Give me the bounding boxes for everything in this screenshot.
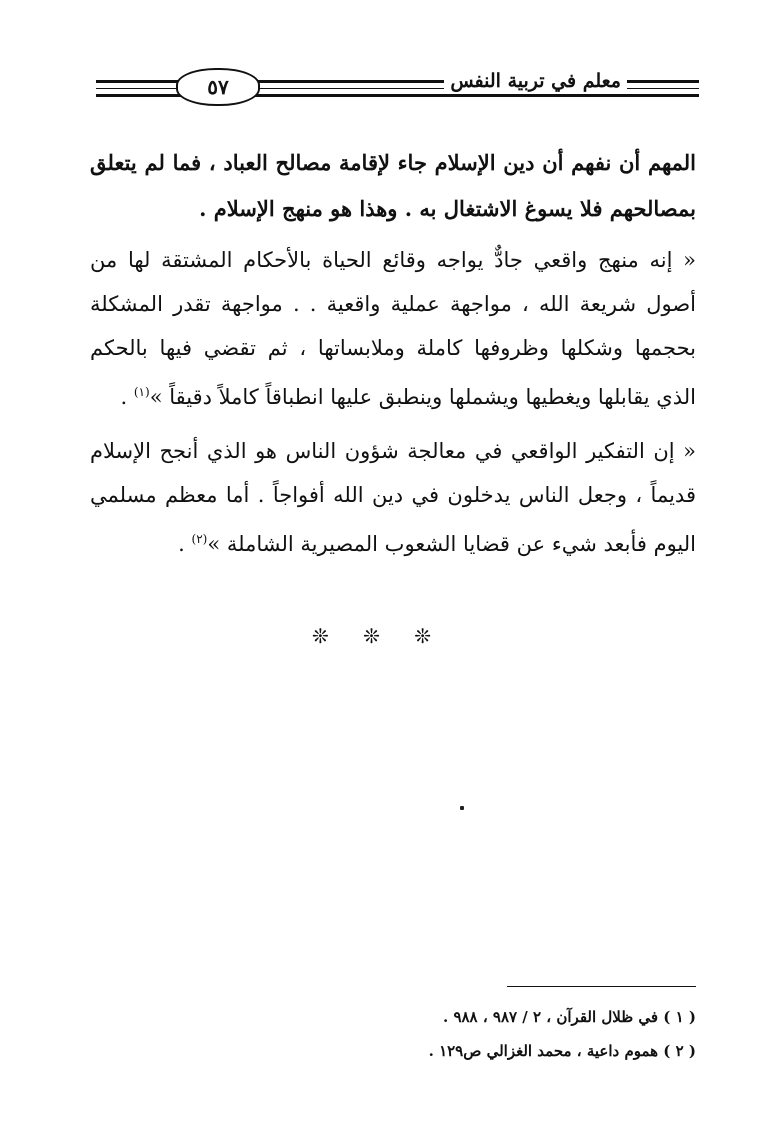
- quote-text: « إنه منهج واقعي جادٌّ يواجه وقائع الحياة بالأحكام المشتقة لها من أصول شريعة الله ، مواجهة عملية واقعية . . مواجهة تقدر المشكلة بحجمها وشكلها وظروفها كاملة وملابساتها ، ثم تقضي فيها بالحكم الذي يقابلها ويغطيها ويشملها وينطبق عليها انطباقاً كاملاً دقيقاً »: [90, 248, 696, 409]
- page-header: [96, 66, 699, 106]
- footnote: ( ٢ ) هموم داعية ، محمد الغزالي ص١٢٩ .: [428, 1042, 696, 1060]
- quote-end: .: [178, 532, 192, 556]
- quote-end: .: [120, 385, 134, 409]
- footnotes: [300, 1000, 696, 1068]
- page-number: ٥٧: [176, 68, 260, 106]
- footnote-rule: [507, 986, 696, 987]
- quote-paragraph: [90, 429, 696, 566]
- section-separator: ❊ ❊ ❊: [312, 624, 445, 648]
- quote-paragraph: [90, 238, 696, 419]
- ink-mark: [460, 806, 464, 810]
- footnote: ( ١ ) في ظلال القرآن ، ٢ / ٩٨٧ ، ٩٨٨ .: [442, 1008, 696, 1026]
- running-title: معلم في تربية النفس: [444, 70, 627, 92]
- quote-text: « إن التفكير الواقعي في معالجة شؤون الناس هو الذي أنجح الإسلام قديماً ، وجعل الناس يدخلون في دين الله أفواجاً . أما معظم مسلمي اليوم فأبعد شيء عن قضايا الشعوب المصيرية الشاملة »: [90, 439, 696, 556]
- footnote-ref: (١): [133, 385, 150, 399]
- footnote-ref: (٢): [191, 532, 208, 546]
- main-text: [90, 140, 696, 566]
- paragraph: المهم أن نفهم أن دين الإسلام جاء لإقامة مصالح العباد ، فما لم يتعلق بمصالحهم فلا يسوغ الاشتغال به . وهذا هو منهج الإسلام .: [90, 150, 696, 221]
